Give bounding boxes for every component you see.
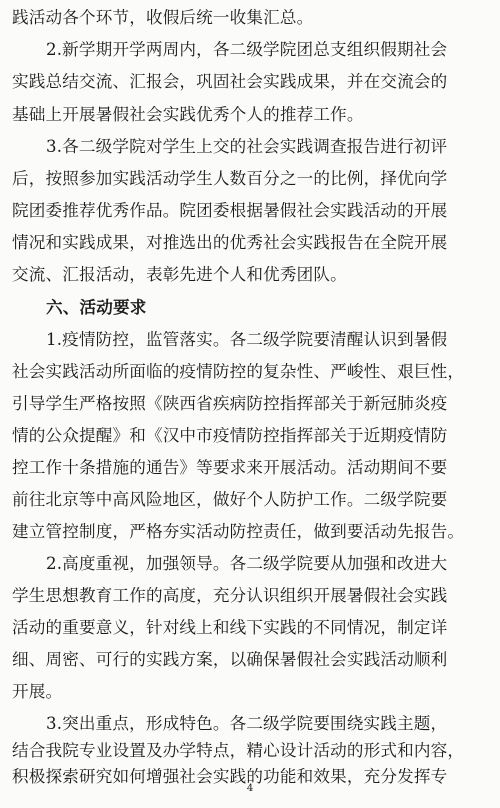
text-line: 细、周密、可行的实践方案，以确保暑假社会实践活动顺利 <box>12 650 448 669</box>
section-heading: 六、活动要求 <box>46 298 147 317</box>
text-line: 情的公众提醒》和《汉中市疫情防控指挥部关于近期疫情防 <box>12 426 448 445</box>
text-line: 2.高度重视，加强领导。各二级学院要从加强和改进大 <box>46 554 448 573</box>
text-line: 积极探索研究如何增强社会实践的功能和效果，充分发挥专 <box>12 767 448 786</box>
text-line: 后，按照参加实践活动学生人数百分之一的比例，择优向学 <box>12 169 448 188</box>
text-line: 基础上开展暑假社会实践优秀个人的推荐工作。 <box>12 105 364 124</box>
text-line: 引导学生严格按照《陕西省疾病防控指挥部关于新冠肺炎疫 <box>12 394 448 413</box>
text-line: 院团委推荐优秀作品。院团委根据暑假社会实践活动的开展 <box>12 201 448 220</box>
text-line: 情况和实践成果，对推选出的优秀社会实践报告在全院开展 <box>12 233 448 252</box>
text-line: 控工作十条措施的通告》等要求来开展活动。活动期间不要 <box>12 458 448 477</box>
text-line: 3.突出重点，形成特色。各二级学院要围绕实践主题， <box>46 714 448 733</box>
text-line: 2.新学期开学两周内，各二级学院团总支组织假期社会 <box>46 40 448 59</box>
text-line: 前往北京等中高风险地区，做好个人防护工作。二级学院要 <box>12 490 448 509</box>
text-line: 建立管控制度，严格夯实活动防控责任，做到要活动先报告。 <box>12 522 465 541</box>
text-line: 3.各二级学院对学生上交的社会实践调查报告进行初评 <box>46 137 448 156</box>
text-line: 社会实践活动所面临的疫情防控的复杂性、严峻性、艰巨性， <box>12 362 465 381</box>
text-line: 结合我院专业设置及办学特点，精心设计活动的形式和内容， <box>12 741 465 760</box>
text-line: 开展。 <box>12 682 63 701</box>
text-line: 实践总结交流、汇报会，巩固社会实践成果，并在交流会的 <box>12 72 448 91</box>
page-number: 4 <box>246 783 254 794</box>
text-line: 学生思想教育工作的高度，充分认识组织开展暑假社会实践 <box>12 586 448 605</box>
text-line: 1.疫情防控，监管落实。各二级学院要清醒认识到暑假 <box>46 330 448 349</box>
text-line: 交流、汇报活动，表彰先进个人和优秀团队。 <box>12 265 347 284</box>
text-line: 活动的重要意义，针对线上和线下实践的不同情况，制定详 <box>12 618 448 637</box>
text-line: 践活动各个环节，收假后统一收集汇总。 <box>12 8 314 27</box>
